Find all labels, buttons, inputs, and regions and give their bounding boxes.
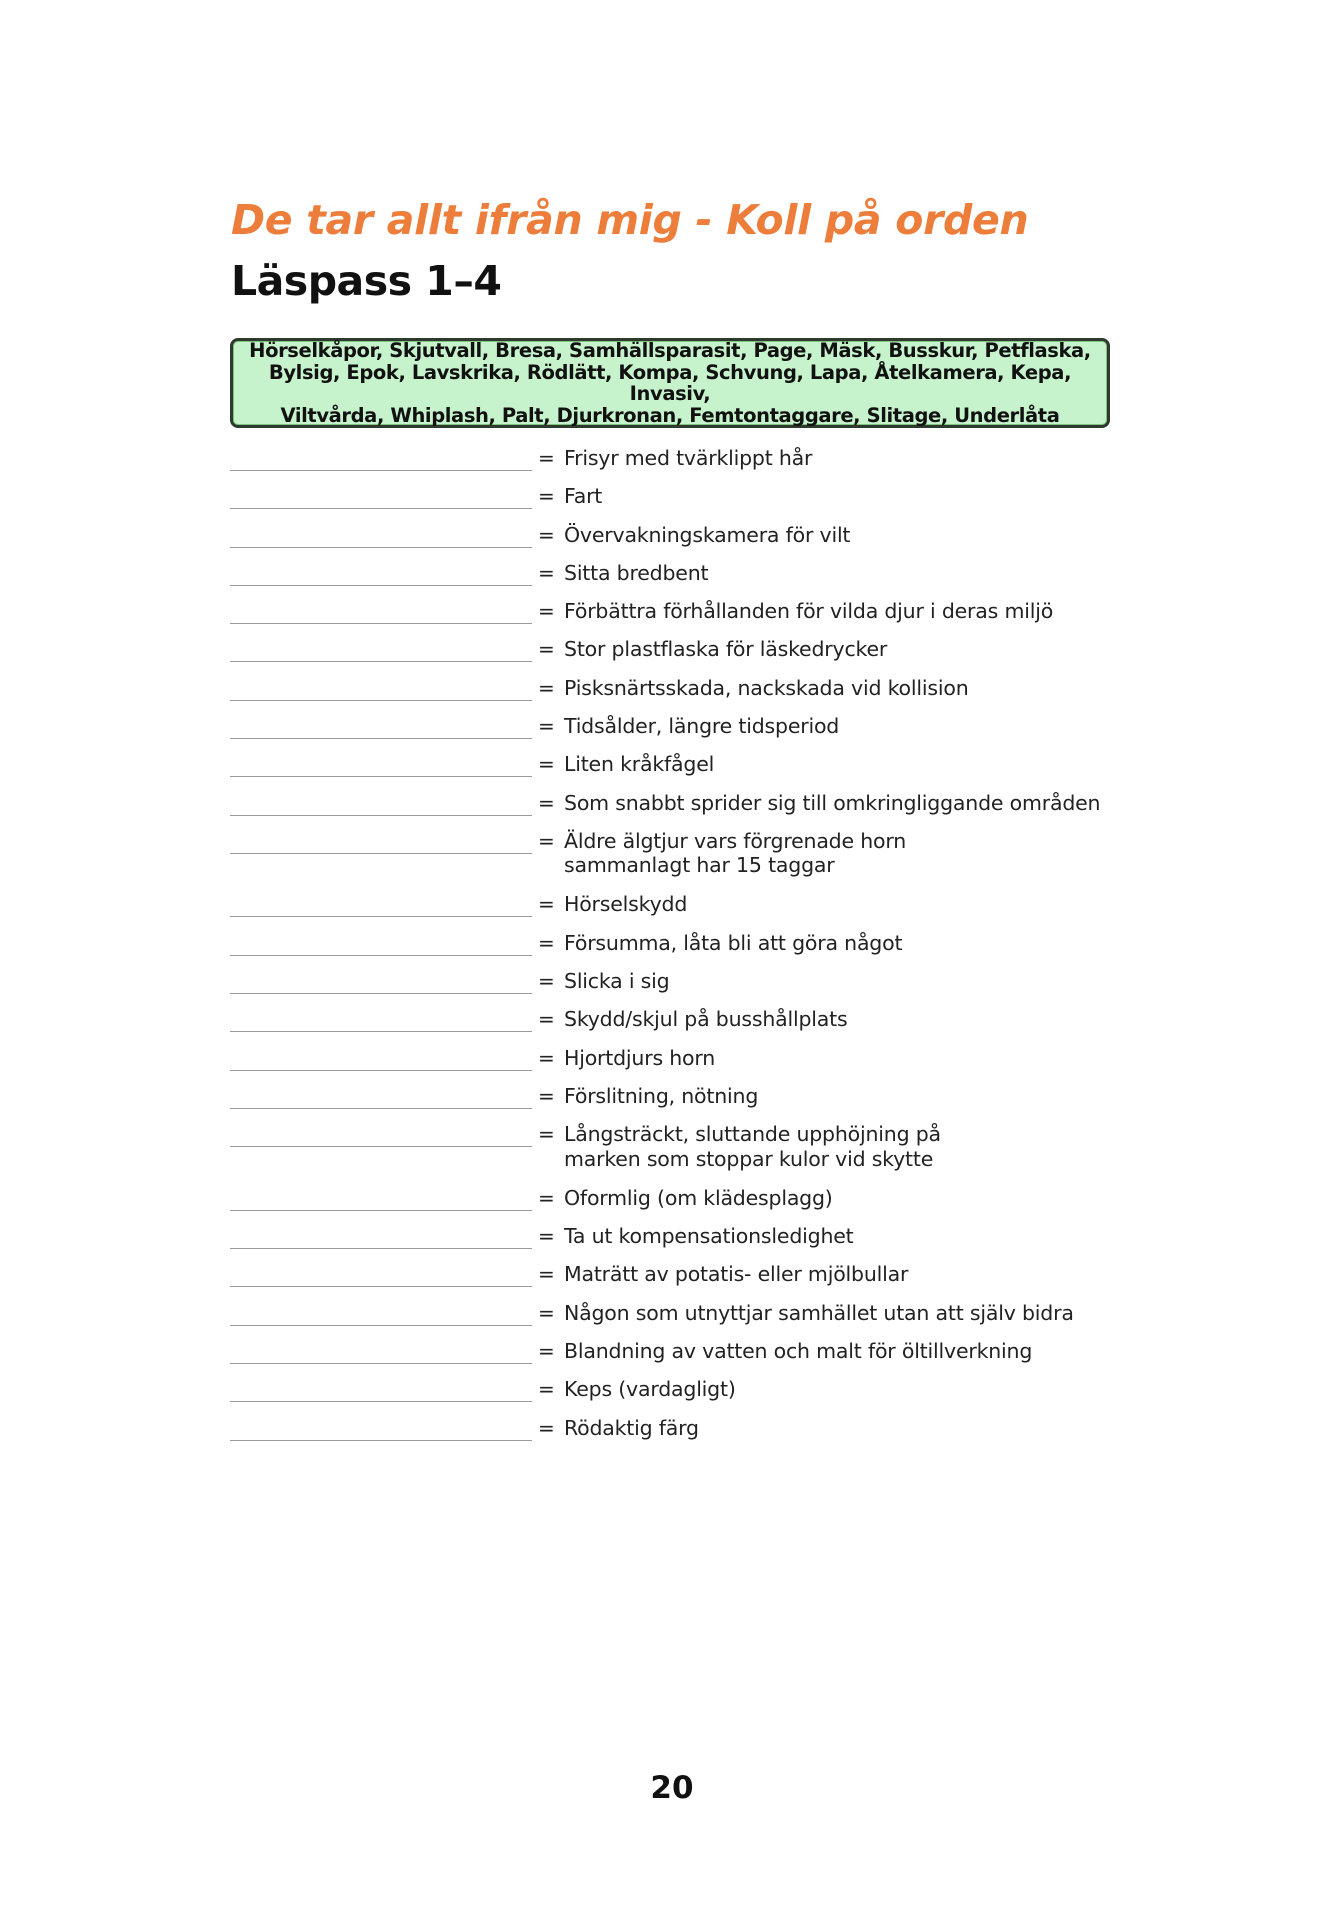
word-bank-text bbox=[245, 340, 1095, 426]
definition-text: Någon som utnyttjar samhället utan att själv bidra bbox=[564, 1300, 1074, 1325]
definition-text: Ta ut kompensationsledighet bbox=[564, 1224, 854, 1249]
equals-sign: = bbox=[538, 1224, 555, 1249]
answer-blank[interactable] bbox=[230, 1301, 532, 1326]
equals-sign: = bbox=[538, 828, 555, 853]
answer-blank[interactable] bbox=[230, 1084, 532, 1109]
answer-blank[interactable] bbox=[230, 1339, 532, 1364]
definition-text: Rödaktig färg bbox=[564, 1415, 699, 1440]
equals-sign: = bbox=[538, 446, 555, 470]
equals-sign: = bbox=[538, 1185, 555, 1210]
answer-blank[interactable] bbox=[230, 1377, 532, 1402]
definition-row bbox=[230, 637, 1130, 675]
definition-text: Fart bbox=[564, 484, 603, 509]
definition-text: Keps (vardagligt) bbox=[564, 1377, 736, 1402]
answer-blank[interactable] bbox=[230, 637, 532, 662]
page-number: 20 bbox=[650, 1770, 694, 1806]
equals-sign: = bbox=[538, 790, 555, 815]
answer-blank[interactable] bbox=[230, 1122, 532, 1147]
definition-row bbox=[230, 1416, 1130, 1454]
definition-row bbox=[230, 931, 1130, 969]
definition-text: Försumma, låta bli att göra något bbox=[564, 930, 903, 955]
definition-text: Förslitning, nötning bbox=[564, 1083, 759, 1108]
definition-row bbox=[230, 599, 1130, 637]
definition-text: Stor plastflaska för läskedrycker bbox=[564, 637, 888, 662]
word-bank-box bbox=[230, 338, 1110, 428]
definition-row bbox=[230, 829, 1130, 893]
equals-sign: = bbox=[538, 1415, 555, 1440]
definition-row bbox=[230, 752, 1130, 790]
equals-sign: = bbox=[538, 1045, 555, 1070]
answer-blank[interactable] bbox=[230, 931, 532, 956]
definition-text: Tidsålder, längre tidsperiod bbox=[564, 714, 840, 739]
equals-sign: = bbox=[538, 1262, 555, 1287]
definition-text: Oformlig (om klädesplagg) bbox=[564, 1185, 833, 1210]
definition-text: Övervakningskamera för vilt bbox=[564, 522, 851, 547]
answer-blank[interactable] bbox=[230, 892, 532, 917]
answer-blank[interactable] bbox=[230, 752, 532, 777]
answer-blank[interactable] bbox=[230, 676, 532, 701]
equals-sign: = bbox=[538, 930, 555, 955]
definition-text: Hörselskydd bbox=[564, 892, 688, 917]
definition-text: Blandning av vatten och malt för öltillverkning bbox=[564, 1338, 1033, 1363]
equals-sign: = bbox=[538, 675, 555, 700]
definition-text: Äldre älgtjur vars förgrenade horn sammanlagt har 15 taggar bbox=[564, 828, 907, 878]
definition-row bbox=[230, 1186, 1130, 1224]
answer-blank[interactable] bbox=[230, 1186, 532, 1211]
equals-sign: = bbox=[538, 1007, 555, 1032]
equals-sign: = bbox=[538, 484, 555, 509]
definition-row bbox=[230, 1046, 1130, 1084]
definition-row bbox=[230, 714, 1130, 752]
definition-row bbox=[230, 561, 1130, 599]
equals-sign: = bbox=[538, 599, 555, 624]
answer-blank[interactable] bbox=[230, 829, 532, 854]
answer-blank[interactable] bbox=[230, 1224, 532, 1249]
definition-row bbox=[230, 892, 1130, 930]
section-subtitle: Läspass 1–4 bbox=[231, 257, 502, 305]
equals-sign: = bbox=[538, 637, 555, 662]
definition-row bbox=[230, 1007, 1130, 1045]
definition-text: Maträtt av potatis- eller mjölbullar bbox=[564, 1262, 909, 1287]
definition-row bbox=[230, 484, 1130, 522]
definition-row bbox=[230, 791, 1130, 829]
answer-blank[interactable] bbox=[230, 561, 532, 586]
definition-row bbox=[230, 1377, 1130, 1415]
equals-sign: = bbox=[538, 1083, 555, 1108]
answer-blank[interactable] bbox=[230, 969, 532, 994]
answer-blank[interactable] bbox=[230, 714, 532, 739]
equals-sign: = bbox=[538, 560, 555, 585]
equals-sign: = bbox=[538, 892, 555, 917]
definition-row bbox=[230, 1301, 1130, 1339]
answer-blank[interactable] bbox=[230, 791, 532, 816]
answer-blank[interactable] bbox=[230, 599, 532, 624]
equals-sign: = bbox=[538, 714, 555, 739]
answer-blank[interactable] bbox=[230, 484, 532, 509]
answer-blank[interactable] bbox=[230, 446, 532, 471]
answer-blank[interactable] bbox=[230, 1007, 532, 1032]
equals-sign: = bbox=[538, 1122, 555, 1147]
definition-text: Sitta bredbent bbox=[564, 560, 709, 585]
definition-text: Hjortdjurs horn bbox=[564, 1045, 716, 1070]
equals-sign: = bbox=[538, 1300, 555, 1325]
definition-row bbox=[230, 1339, 1130, 1377]
definition-row bbox=[230, 1262, 1130, 1300]
definition-row bbox=[230, 523, 1130, 561]
definition-text: Skydd/skjul på busshållplats bbox=[564, 1007, 848, 1032]
equals-sign: = bbox=[538, 1377, 555, 1402]
equals-sign: = bbox=[538, 752, 555, 777]
equals-sign: = bbox=[538, 1338, 555, 1363]
definition-row bbox=[230, 676, 1130, 714]
definition-text: Långsträckt, sluttande upphöjning på marken som stoppar kulor vid skytte bbox=[564, 1122, 941, 1171]
definition-text: Frisyr med tvärklippt hår bbox=[564, 446, 813, 470]
answer-blank[interactable] bbox=[230, 523, 532, 548]
word-bank-line: Hörselkåpor, Skjutvall, Bresa, Samhällsparasit, Page, Mäsk, Busskur, Petflaska, bbox=[249, 339, 1091, 362]
word-bank-line: Viltvårda, Whiplash, Palt, Djurkronan, Femtontaggare, Slitage, Underlåta bbox=[280, 403, 1060, 427]
answer-blank[interactable] bbox=[230, 1416, 532, 1441]
definition-row bbox=[230, 446, 1130, 484]
definition-text: Liten kråkfågel bbox=[564, 752, 715, 777]
definition-row bbox=[230, 1084, 1130, 1122]
definition-list bbox=[230, 446, 1130, 1454]
answer-blank[interactable] bbox=[230, 1046, 532, 1071]
answer-blank[interactable] bbox=[230, 1262, 532, 1287]
equals-sign: = bbox=[538, 522, 555, 547]
equals-sign: = bbox=[538, 969, 555, 994]
definition-text: Slicka i sig bbox=[564, 969, 670, 994]
definition-text: Pisksnärtsskada, nackskada vid kollision bbox=[564, 675, 969, 700]
definition-row bbox=[230, 1224, 1130, 1262]
definition-row bbox=[230, 969, 1130, 1007]
definition-row bbox=[230, 1122, 1130, 1186]
definition-text: Som snabbt sprider sig till omkringliggande områden bbox=[564, 790, 1101, 815]
page-title: De tar allt ifrån mig - Koll på orden bbox=[231, 196, 1029, 244]
definition-text: Förbättra förhållanden för vilda djur i deras miljö bbox=[564, 599, 1054, 624]
word-bank-line: Bylsig, Epok, Lavskrika, Rödlätt, Kompa, Schvung, Lapa, Åtelkamera, Kepa, Invasiv, bbox=[268, 360, 1072, 405]
